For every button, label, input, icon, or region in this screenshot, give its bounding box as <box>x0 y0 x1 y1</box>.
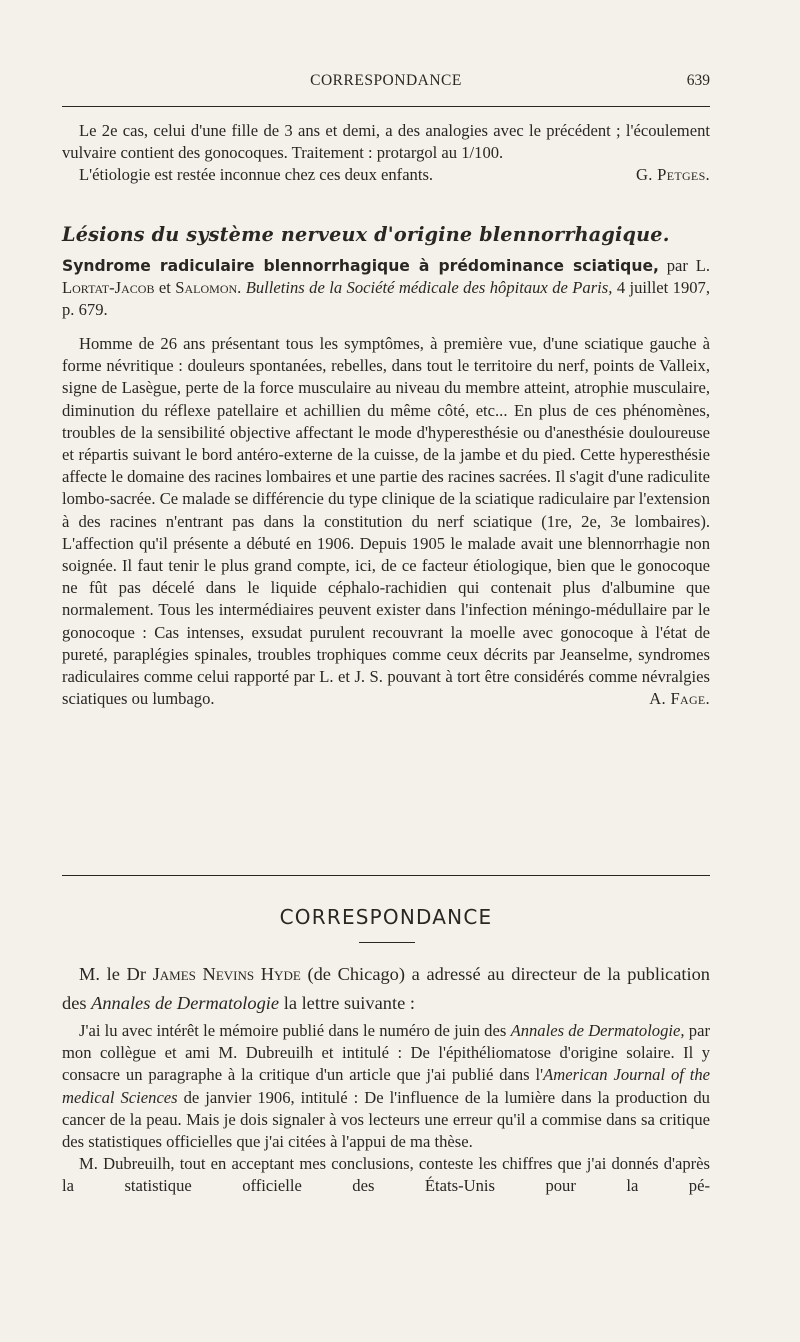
page-number: 639 <box>686 72 710 89</box>
running-title: CORRESPONDANCE <box>310 72 462 89</box>
letter-paragraph-1 <box>62 1020 710 1153</box>
intro-journal: Annales de Dermatologie <box>91 993 280 1013</box>
intro-paragraph <box>62 960 710 1018</box>
heading-underline <box>359 942 415 943</box>
intro-end: la lettre suivante : <box>283 993 415 1013</box>
correspondance-heading: CORRESPONDANCE <box>279 905 493 929</box>
section-separator <box>62 875 710 876</box>
author-lortat-jacob: L. Lortat-Jacob <box>62 256 711 298</box>
letter-p1-journal2: American Journal of the medical Sciences <box>62 1065 710 1107</box>
citation: 4 juillet 1907, p. 679. <box>62 278 710 320</box>
letter-paragraph-2: M. Dubreuilh, tout en acceptant mes conclusions, conteste les chiffres que j'ai donnés d'après la statistique officielle des États-Unis pour la pé- <box>62 1154 710 1196</box>
previous-review-etiology <box>62 164 710 186</box>
article-body-paragraph <box>62 333 710 710</box>
author-conjunction: et <box>158 278 171 298</box>
intro-prefix: M. le Dr <box>79 964 146 984</box>
letter-p1-a: J'ai lu avec intérêt le mémoire publié dans le numéro de juin des <box>79 1021 507 1040</box>
letter-p1-journal: Annales de Dermatologie, <box>510 1021 685 1040</box>
running-head <box>62 72 710 94</box>
header-rule <box>62 106 710 107</box>
author-salomon: Salomon. <box>175 278 242 298</box>
article-body <box>62 333 710 710</box>
correspondance-intro <box>62 960 710 1018</box>
article-title: Syndrome radiculaire blennorrhagique à prédominance sciatique, <box>62 257 659 275</box>
section-heading: Lésions du système nerveux d'origine blennorrhagique. <box>62 223 670 246</box>
journal-name: Bulletins de la Société médicale des hôpitaux de Paris, <box>245 278 613 298</box>
intro-rest: (de Chicago) a adressé au directeur de la publication des <box>62 964 710 1013</box>
previous-review-paragraph: Le 2e cas, celui d'une fille de 3 ans et demi, a des analogies avec le précédent ; l'écoulement vulvaire contient des gonocoques. Traitement : protargol au 1/100. <box>62 121 710 163</box>
intro-name: James Nevins Hyde <box>152 964 301 984</box>
article-reference-line <box>62 255 710 322</box>
letter-body <box>62 1020 710 1198</box>
byline-prefix: par <box>666 256 688 275</box>
previous-review <box>62 120 710 187</box>
etiology-text: L'étiologie est restée inconnue chez ces deux enfants. <box>79 165 434 185</box>
signature-fage: A. Fage. <box>649 689 710 709</box>
letter-p1-b: par mon collègue et ami M. Dubreuilh et intitulé : De l'épithéliomatose d'origine solaire. Il y consacre un paragraphe à la critique d'un article que j'ai publié dans l' <box>62 1021 710 1085</box>
article-body-text: Homme de 26 ans présentant tous les symptômes, à première vue, d'une sciatique gauche à forme névritique : douleurs spontanées, rebelles, dans tout le territoire du nerf, points de Valleix, signe de Lasègue, perte de la force musculaire au niveau du membre atteint, atrophie musculaire, diminution du réflexe patellaire et achillien du même côté, etc... En plus de ces phénomènes, troubles de la sensibilité objective affectant le mode d'hyperesthésie ou d'anesthésie douloureuse et répartis suivant le bord antéro-externe de la cuisse, de la jambe et du pied. Cette hyperesthésie affecte le domaine des racines lombaires et une partie des racines sacrées. Il s'agit d'une radiculite lombo-sacrée. Ce malade se différencie du type clinique de la sciatique radiculaire par l'extension à des racines n'entrant pas dans la constitution du nerf sciatique (1re, 2e, 3e lombaires). L'affection qu'il présente a débuté en 1906. Depuis 1905 le malade avait une blennorrhagie non soignée. Il faut tenir le plus grand compte, ici, de ce facteur étiologique, bien que le gonocoque ne fût pas décelé dans le liquide céphalo-rachidien qui contenait plus d'albumine que normalement. Tous les intermédiaires peuvent exister dans l'infection méningo-médullaire par le gonocoque : Cas intenses, exsudat purulent recouvrant la moelle avec gonocoque à l'état de pureté, paraplégies spinales, troubles trophiques comme ceux décrits par Jeanselme, syndromes radiculaires comme celui rapporté par L. et J. S. pouvant à tort être considérés comme névralgies sciatiques ou lumbago. <box>62 334 710 709</box>
letter-p1-c: de janvier 1906, intitulé : De l'influence de la lumière dans la production du cancer de la peau. Mais je dois signaler à vos lecteurs une erreur qu'il a commise dans sa critique des statistiques officielles que j'ai citées à l'appui de ma thèse. <box>62 1087 710 1152</box>
signature-petges: G. Petges. <box>636 165 710 185</box>
article-reference <box>62 255 710 322</box>
